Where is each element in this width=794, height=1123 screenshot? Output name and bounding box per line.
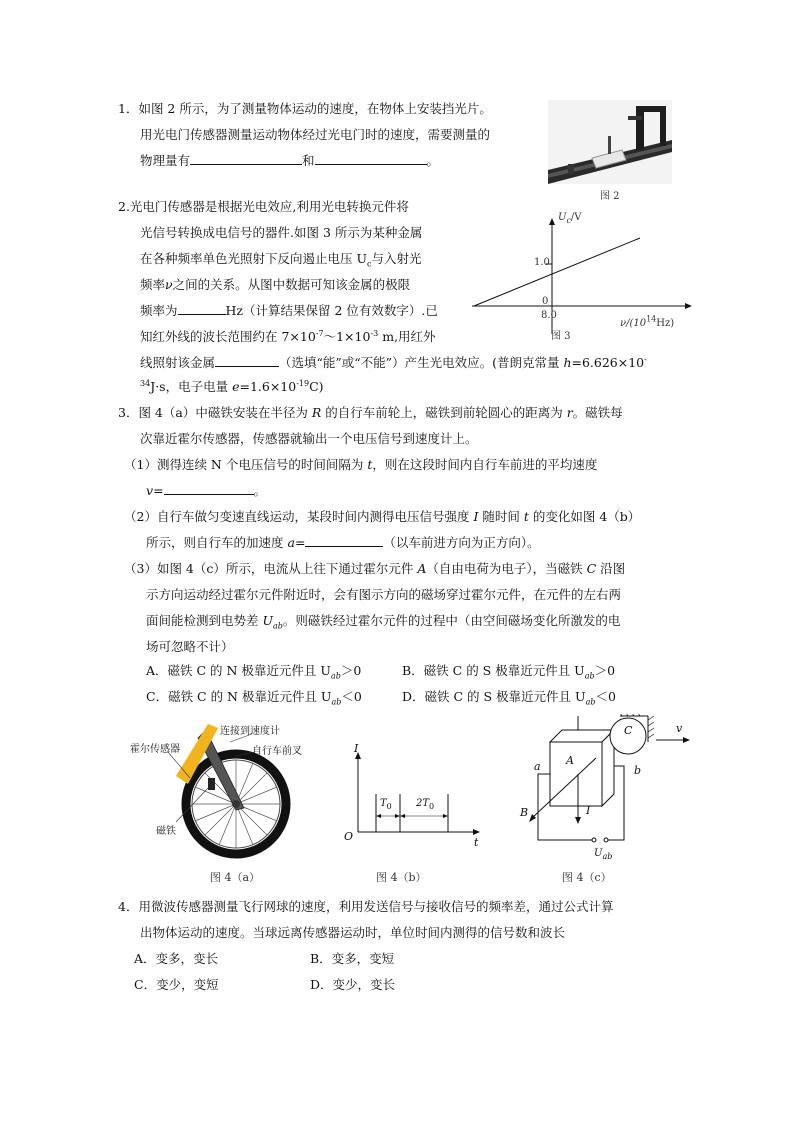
q2-line1: 2.光电门传感器是根据光电效应,利用光电转换元件将 bbox=[118, 199, 409, 214]
figure-4a-caption: 图 4（a） bbox=[210, 871, 261, 884]
q2-line6: 知红外线的波长范围约在 $7\times 10^{-7}\sim 1\times 10^{-3}$ m,用红外 bbox=[140, 328, 436, 344]
fig4b-I: I bbox=[354, 742, 359, 755]
q3-part1: （1）测得连续 N 个电压信号的时间间隔为 t，则在这段时间内自行车前进的平均速度 bbox=[124, 457, 598, 472]
graph-tick-origin: 0 bbox=[542, 296, 549, 307]
q2-line3: 在各种频率单色光照射下反向遏止电压 $U_c$与入射光 bbox=[140, 251, 422, 269]
q1-line1: 1．如图 2 所示，为了测量物体运动的速度，在物体上安装挡光片。 bbox=[118, 101, 492, 116]
graph-tick-y: 1.0 bbox=[534, 257, 550, 268]
fig4b-T0: $T_0$ bbox=[380, 798, 392, 811]
q2-blank-frequency[interactable] bbox=[178, 302, 226, 315]
q3-blank-acceleration[interactable] bbox=[305, 534, 383, 547]
q3-option-c[interactable]: C．磁铁 C 的 N 极靠近元件且 $U_{ab}<0$ bbox=[146, 689, 362, 707]
fig4a-label-speed: 连接到速度计 bbox=[220, 726, 280, 737]
graph-tick-x: 8.0 bbox=[541, 310, 557, 321]
q3-option-d[interactable]: D．磁铁 C 的 S 极靠近元件且 $U_{ab}<0$ bbox=[402, 689, 616, 707]
figure-4c bbox=[516, 714, 696, 866]
fig4c-I: I bbox=[586, 804, 591, 817]
q4-option-d[interactable]: D．变少，变长 bbox=[310, 977, 396, 992]
q3-part3-line3: 面间能检测到电势差 $U_{ab}$。则磁铁经过霍尔元件的过程中（由空间磁场变化所激发的电 bbox=[146, 613, 621, 631]
q4-option-b[interactable]: B．变多，变短 bbox=[310, 951, 395, 966]
fig4b-t: t bbox=[474, 836, 479, 849]
fig4c-v: v bbox=[676, 722, 683, 735]
figure-2-photo bbox=[548, 100, 672, 184]
fig4a-label-fork: 自行车前叉 bbox=[252, 746, 302, 757]
figure-3-graph bbox=[462, 210, 702, 340]
q2-line8: $^{34}$J·s，电子电量 $e=1.6\times 10^{-19}C$) bbox=[140, 378, 324, 394]
fig4c-B: B bbox=[520, 806, 529, 819]
fig4c-b: b bbox=[634, 764, 642, 777]
figure-4a bbox=[128, 718, 308, 888]
q3-part3-line4: 场可忽略不计） bbox=[146, 639, 234, 654]
figure-3-caption: 图 3 bbox=[551, 331, 571, 342]
q4-line1: 4．用微波传感器测量飞行网球的速度，利用发送信号与接收信号的频率差，通过公式计算 bbox=[118, 899, 614, 914]
q2-blank-can[interactable] bbox=[215, 354, 279, 367]
fig4c-C: C bbox=[624, 724, 633, 737]
q3-line2: 次靠近霍尔传感器，传感器就输出一个电压信号到速度计上。 bbox=[140, 431, 478, 446]
q4-option-c[interactable]: C．变少，变短 bbox=[134, 977, 219, 992]
q3-line1: 3．图 4（a）中磁铁安装在半径为 R 的自行车前轮上，磁铁到前轮圆心的距离为 r。磁铁每 bbox=[118, 405, 623, 420]
fig4a-label-hall: 霍尔传感器 bbox=[130, 744, 180, 755]
figure-2-caption: 图 2 bbox=[600, 191, 620, 202]
q3-part1-answer: v= 。 bbox=[146, 483, 267, 498]
q2-line7: 线照射该金属 （选填“能”或“不能”）产生光电效应。(普朗克常量 h=6.626×10- bbox=[140, 354, 647, 370]
fig4c-U: $U_{ab}$ bbox=[594, 848, 613, 861]
q3-blank-velocity[interactable] bbox=[164, 482, 254, 495]
q1-line2: 用光电门传感器测量运动物体经过光电门时的速度，需要测量的 bbox=[140, 127, 491, 142]
fig4b-O: O bbox=[344, 830, 354, 843]
q2-line4: 频率ν之间的关系。从图中数据可知该金属的极限 bbox=[140, 277, 411, 292]
q3-part2-line2: 所示，则自行车的加速度 a= （以车前进方向为正方向）。 bbox=[146, 535, 540, 550]
q3-option-a[interactable]: A．磁铁 C 的 N 极靠近元件且 $U_{ab}>0$ bbox=[146, 663, 362, 681]
fig4a-label-magnet: 磁铁 bbox=[156, 826, 176, 837]
q3-part2: （2）自行车做匀变速直线运动，某段时间内测得电压信号强度 I 随时间 t 的变化如图 4（b） bbox=[124, 509, 641, 524]
q2-line5: 频率为 Hz（计算结果保留 2 位有效数字）.已 bbox=[140, 303, 438, 318]
q4-line2: 出物体运动的速度。当球远离传感器运动时，单位时间内测得的信号数和波长 bbox=[140, 925, 566, 940]
figure-4c-caption: 图 4（c） bbox=[562, 871, 612, 884]
graph-xlabel: $\nu/(10^{14}Hz)$ bbox=[620, 314, 675, 329]
q1-blank-2[interactable] bbox=[315, 152, 427, 165]
graph-ylabel: $U_c/V$ bbox=[558, 212, 582, 225]
q4-option-a[interactable]: A．变多，变长 bbox=[134, 951, 219, 966]
fig4b-2T0: $2T_0$ bbox=[416, 798, 435, 811]
fig4c-a: a bbox=[534, 760, 541, 773]
q2-line2: 光信号转换成电信号的器件.如图 3 所示为某种金属 bbox=[140, 225, 423, 240]
q3-part3-line2: 示方向运动经过霍尔元件附近时，会有图示方向的磁场穿过霍尔元件，在元件的左右两 bbox=[146, 587, 622, 602]
figure-4b-caption: 图 4（b） bbox=[376, 871, 427, 884]
figure-4b bbox=[336, 744, 486, 854]
q3-part3-line1: （3）如图 4（c）所示，电流从上往下通过霍尔元件 A（自由电荷为电子），当磁铁 C 沿图 bbox=[124, 561, 626, 576]
fig4c-A: A bbox=[566, 754, 574, 767]
q1-line3: 物理量有 和 。 bbox=[140, 153, 440, 168]
q1-blank-1[interactable] bbox=[190, 152, 302, 165]
q3-option-b[interactable]: B．磁铁 C 的 S 极靠近元件且 $U_{ab}>0$ bbox=[402, 663, 616, 681]
